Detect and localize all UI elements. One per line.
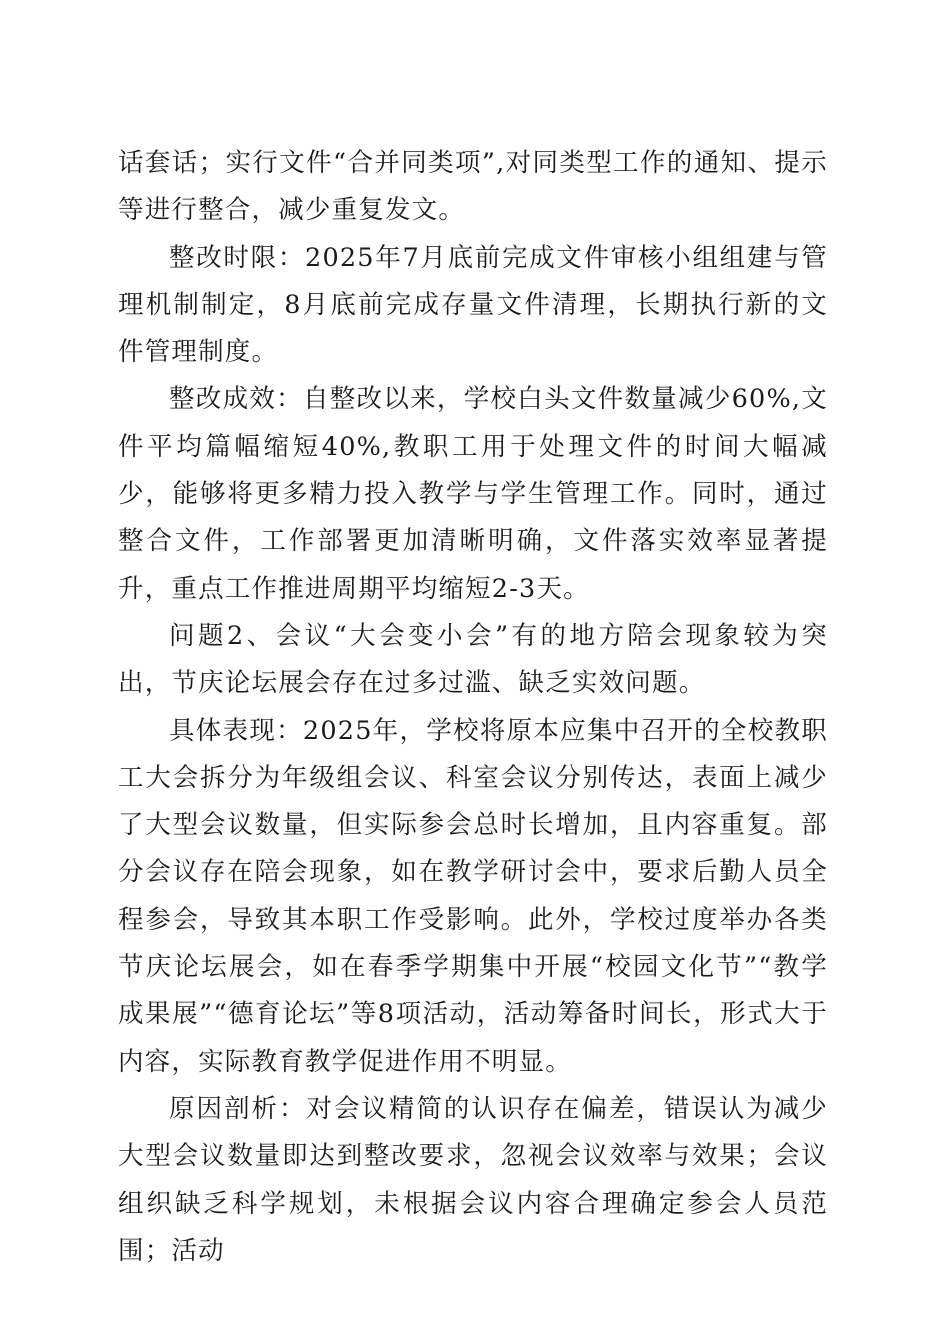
- paragraph-manifestation: 具体表现：2025年，学校将原本应集中召开的全校教职工大会拆分为年级组会议、科室会议分别传达，表面上减少了大型会议数量，但实际参会总时长增加，且内容重复。部分会议存在陪会现象，如在教学研讨会中，要求后勤人员全程参会，导致其本职工作受影响。此外，学校过度举办各类节庆论坛展会，如在春季学期集中开展“校园文化节”“教学成果展”“德育论坛”等8项活动，活动筹备时间长，形式大于内容，实际教育教学促进作用不明显。: [118, 715, 828, 1077]
- paragraph-issue-2: 问题2、会议“大会变小会”有的地方陪会现象较为突出，节庆论坛展会存在过多过滥、缺乏实效问题。: [118, 620, 828, 699]
- paragraph-deadline: 整改时限：2025年7月底前完成文件审核小组组建与管理机制制定，8月底前完成存量文件清理，长期执行新的文件管理制度。: [118, 242, 828, 368]
- paragraph-continued: 话套话；实行文件“合并同类项”,对同类型工作的通知、提示等进行整合，减少重复发文。: [118, 148, 828, 226]
- paragraph-results: 整改成效：自整改以来，学校白头文件数量减少60%,文件平均篇幅缩短40%,教职工用于处理文件的时间大幅减少，能够将更多精力投入教学与学生管理工作。同时，通过整合文件，工作部署更加清晰明确，文件落实效率显著提升，重点工作推进周期平均缩短2-3天。: [118, 384, 828, 604]
- document-body: [118, 140, 828, 1275]
- paragraph-cause-analysis: 原因剖析：对会议精简的认识存在偏差，错误认为减少大型会议数量即达到整改要求，忽视会议效率与效果；会议组织缺乏科学规划，未根据会议内容合理确定参会人员范围；活动: [118, 1093, 828, 1266]
